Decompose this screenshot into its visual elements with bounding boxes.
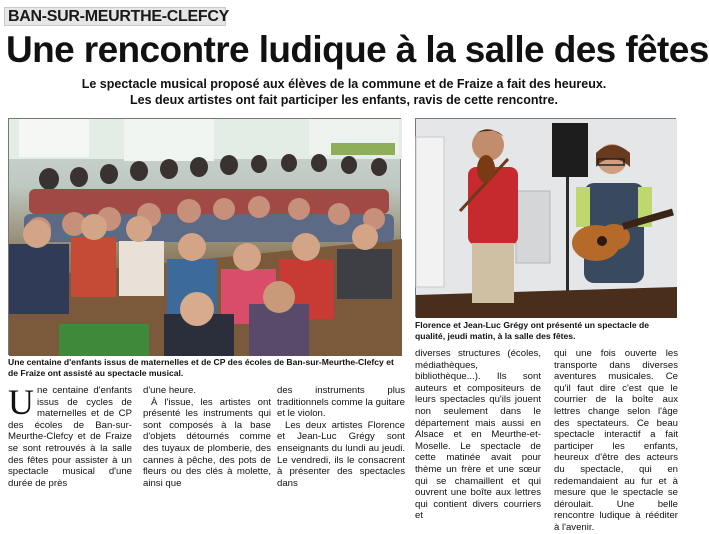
body-column-5 (554, 348, 678, 533)
audience-photo-caption: Une centaine d'enfants issus de maternelles et de CP des écoles de Ban-sur-Meurthe-Clefcy et de Fraize ont assisté au spectacle musical. (8, 357, 394, 378)
section-kicker: BAN-SUR-MEURTHE-CLEFCY (4, 7, 226, 26)
body-column-2 (143, 385, 271, 489)
body-column-3-para-2: Les deux artistes Florence et Jean-Luc Grégy sont enseignants du lundi au jeudi. Le vendredi, ils le consacrent à présenter des spectacles dans (277, 419, 405, 489)
audience-photo (8, 118, 401, 355)
body-column-3 (277, 385, 405, 489)
musicians-photo (415, 118, 676, 317)
musicians-photo-caption: Florence et Jean-Luc Grégy ont présenté un spectacle de qualité, jeudi matin, à la salle des fêtes. (415, 320, 650, 341)
body-column-2-para-1: d'une heure. (143, 385, 197, 396)
musicians-photo-illustration (416, 119, 677, 318)
lede-line-1: Le spectacle musical proposé aux élèves de la commune et de Fraize a fait des heureux. (81, 77, 607, 91)
drop-cap: U (8, 382, 34, 422)
body-column-1-text: ne centaine d'enfants issus de cycles de maternelles et de CP des écoles de Ban-sur-Meurthe-Clefcy et de Fraize se sont retrouvés à la salle des fêtes pour assister à un spectacle musical d'une durée de près (8, 385, 132, 489)
body-column-4 (415, 348, 541, 522)
body-column-2-para-2: À l'issue, les artistes ont présenté les instruments qui sont composés à la base d'objets détournés comme des tuyaux de plomberie, des cannes à pêche, des pots de fleurs ou des clés à molette, ainsi que (143, 396, 271, 489)
audience-photo-illustration (9, 119, 402, 356)
article-headline: Une rencontre ludique à la salle des fêtes (6, 29, 709, 70)
body-column-4-text: diverses structures (écoles, médiathèques, bibliothèque...). Ils sont auteurs et compositeurs de leurs spectacles qu'ils jouent non seulement dans le département mais aussi en Alsace et en Meurthe-et-Moselle. Le spectacle de cette matinée avait pour thème un frère et une sœur qui se chamaillent et qui ouvrent une boîte aux lettres qui contient divers courriers et (415, 348, 541, 522)
body-column-3-para-1: des instruments plus traditionnels comme la guitare et le violon. (277, 385, 405, 420)
body-column-5-text: qui une fois ouverte les transporte dans diverses aventures musicales. Ce qu'il faut dire c'est que le courrier de la boîte aux lettres change selon l'âge des spectateurs. Ce beau spectacle interactif a fait participer les enfants, heureux d'être des acteurs du spectacle, qui en redemandaient au fur et à mesure que le spectacle se déroulait. Une belle rencontre ludique à rééditer à l'avenir. (554, 348, 678, 533)
article-lede (0, 76, 688, 108)
lede-line-2: Les deux artistes ont fait participer les enfants, ravis de cette rencontre. (130, 93, 558, 107)
body-column-1 (8, 382, 132, 489)
